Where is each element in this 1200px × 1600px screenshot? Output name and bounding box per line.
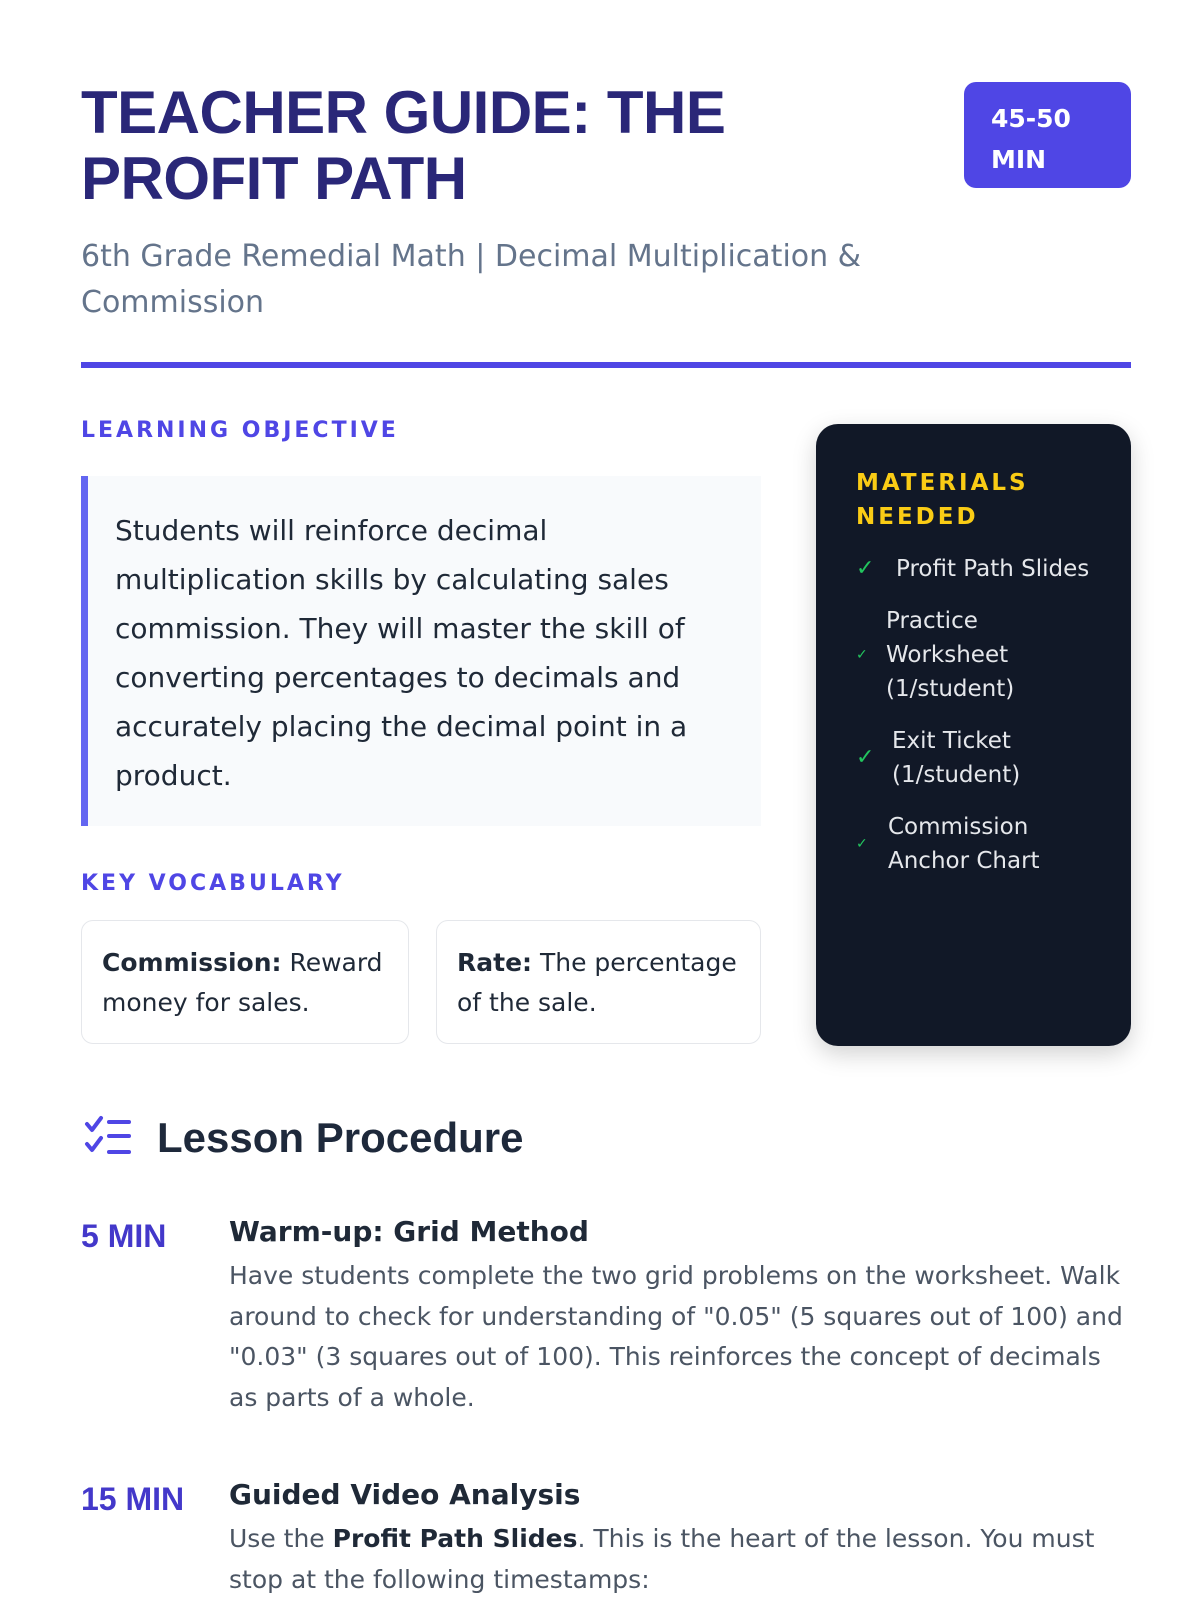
vocab-term: Commission: bbox=[102, 948, 282, 977]
page-title: TEACHER GUIDE: THE PROFIT PATH bbox=[81, 79, 726, 212]
step-text-after: . This is the heart of the lesson. You must stop at the following timestamps: bbox=[229, 1524, 1095, 1594]
objective-text: Students will reinforce decimal multiplication skills by calculating sales commission. They will master the skill of converting percentages to decimals and accurately placing the decimal point in a product. bbox=[115, 514, 688, 792]
material-item bbox=[856, 724, 1109, 792]
material-label: Exit Ticket (1/student) bbox=[892, 728, 1021, 788]
vocab-definition: Reward money for sales. bbox=[102, 948, 383, 1017]
objective-box bbox=[81, 476, 761, 826]
check-icon: ✓ bbox=[856, 556, 875, 581]
material-label: Profit Path Slides bbox=[896, 556, 1090, 582]
material-item bbox=[856, 604, 1109, 706]
duration-badge: 45-50 MIN bbox=[964, 82, 1131, 188]
checklist-icon bbox=[81, 1112, 133, 1164]
step-text-bold: Profit Path Slides bbox=[332, 1524, 578, 1553]
vocab-definition: The percentage of the sale. bbox=[457, 948, 737, 1017]
step-title: Warm-up: Grid Method bbox=[229, 1215, 589, 1248]
vocab-term: Rate: bbox=[457, 948, 533, 977]
check-icon: ✓ bbox=[856, 647, 868, 663]
page-subtitle: 6th Grade Remedial Math | Decimal Multiplication & Commission bbox=[81, 239, 862, 320]
materials-title: MATERIALS NEEDED bbox=[856, 470, 1029, 530]
check-icon: ✓ bbox=[856, 836, 868, 852]
procedure-heading bbox=[81, 1112, 523, 1164]
step-body bbox=[229, 1212, 1131, 1418]
step-text bbox=[229, 1519, 1131, 1600]
step-text: Have students complete the two grid problems on the worksheet. Walk around to check for understanding of "0.05" (5 squares out of 100) and "0.03" (3 squares out of 100). This reinforces the concept of decimals as parts of a whole. bbox=[229, 1261, 1123, 1412]
material-label: Commission Anchor Chart bbox=[888, 814, 1040, 874]
material-label: Practice Worksheet (1/student) bbox=[886, 608, 1015, 702]
vocab-card-rate bbox=[436, 920, 761, 1044]
check-icon: ✓ bbox=[856, 745, 875, 770]
step-text-before: Use the bbox=[229, 1524, 333, 1553]
material-item bbox=[856, 552, 1109, 586]
procedure-title: Lesson Procedure bbox=[157, 1114, 524, 1161]
material-item bbox=[856, 810, 1109, 878]
step-time: 5 MIN bbox=[81, 1218, 167, 1254]
header bbox=[81, 80, 1131, 326]
vocabulary-label: KEY VOCABULARY bbox=[81, 871, 345, 896]
objective-label: LEARNING OBJECTIVE bbox=[81, 418, 399, 443]
vocab-card-commission bbox=[81, 920, 409, 1044]
step-time: 15 MIN bbox=[81, 1481, 185, 1517]
step-body bbox=[229, 1475, 1131, 1600]
materials-panel bbox=[816, 424, 1131, 1046]
header-divider bbox=[81, 362, 1131, 368]
step-title: Guided Video Analysis bbox=[229, 1478, 581, 1511]
